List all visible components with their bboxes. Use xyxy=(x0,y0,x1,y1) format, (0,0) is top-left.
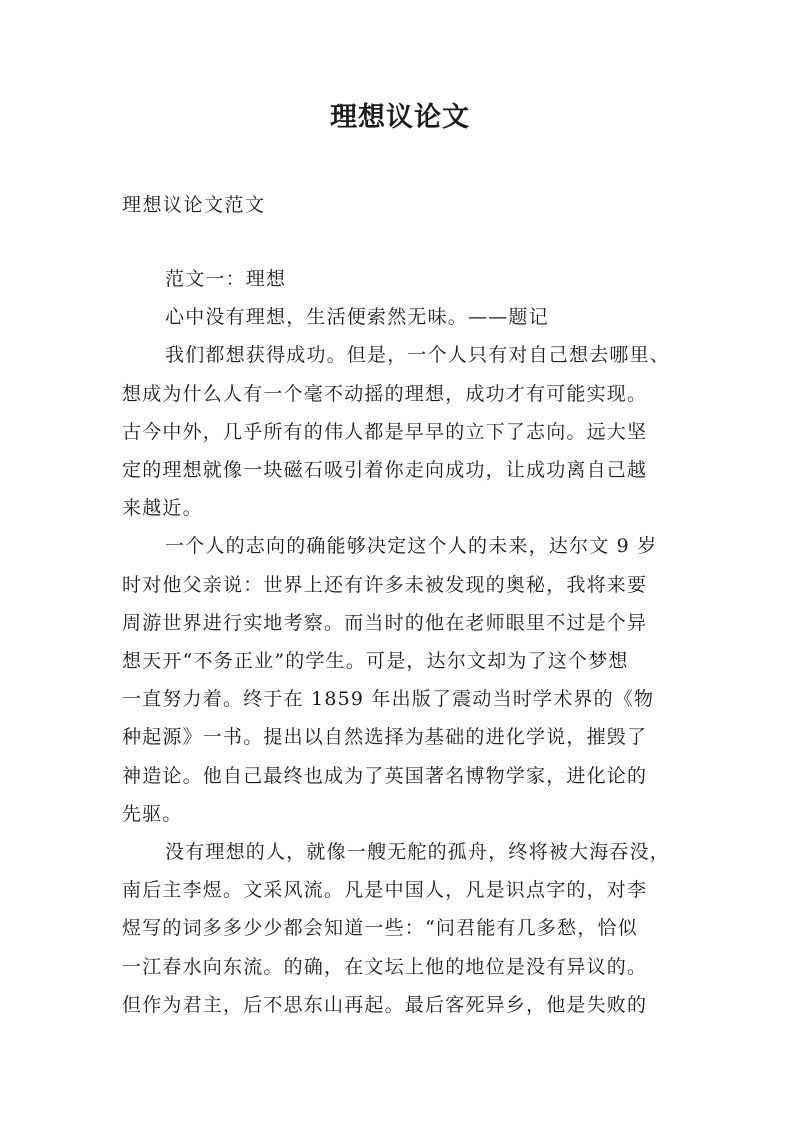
text-line: 先驱。 xyxy=(122,802,183,825)
text-line: 一个人的志向的确能够决定这个人的未来，达尔文 9 岁 xyxy=(165,535,658,558)
document-title: 理想议论文 xyxy=(330,102,470,133)
text-line: 心中没有理想，生活便索然无味。——题记 xyxy=(165,306,549,329)
text-line: 神造论。他自己最终也成为了英国著名博物学家，进化论的 xyxy=(122,764,648,787)
text-line: 范文一：理想 xyxy=(165,268,287,290)
document-body xyxy=(122,260,702,1024)
text-line: 想成为什么人有一个毫不动摇的理想，成功才有可能实现。 xyxy=(122,382,648,405)
text-line: 时对他父亲说：世界上还有许多未被发现的奥秘，我将来要 xyxy=(122,573,648,596)
text-line: 一江春水向东流。的确，在文坛上他的地位是没有异议的。 xyxy=(122,955,648,978)
text-line: 煜写的词多多少少都会知道一些：“问君能有几多愁，恰似 xyxy=(122,917,638,940)
text-line: 来越近。 xyxy=(122,497,203,520)
text-line: 古今中外，几乎所有的伟人都是早早的立下了志向。远大坚 xyxy=(122,420,648,443)
text-line: 没有理想的人，就像一艘无舵的孤舟，终将被大海吞没， xyxy=(165,841,671,864)
text-line: 周游世界进行实地考察。而当时的他在老师眼里不过是个异 xyxy=(122,611,648,634)
text-line: 定的理想就像一块磁石吸引着你走向成功，让成功离自己越 xyxy=(122,459,648,482)
text-line: 但作为君主，后不思东山再起。最后客死异乡，他是失败的 xyxy=(122,993,648,1016)
document-subtitle: 理想议论文范文 xyxy=(122,194,266,216)
text-line: 想天开“不务正业”的学生。可是，达尔文却为了这个梦想 xyxy=(122,650,629,673)
text-line: 一直努力着。终于在 1859 年出版了震动当时学术界的《物 xyxy=(122,688,655,711)
text-line: 种起源》一书。提出以自然选择为基础的进化学说，摧毁了 xyxy=(122,726,648,749)
text-line: 南后主李煜。文采风流。凡是中国人，凡是识点字的，对李 xyxy=(122,879,648,902)
text-line: 我们都想获得成功。但是，一个人只有对自己想去哪里、 xyxy=(165,344,671,367)
